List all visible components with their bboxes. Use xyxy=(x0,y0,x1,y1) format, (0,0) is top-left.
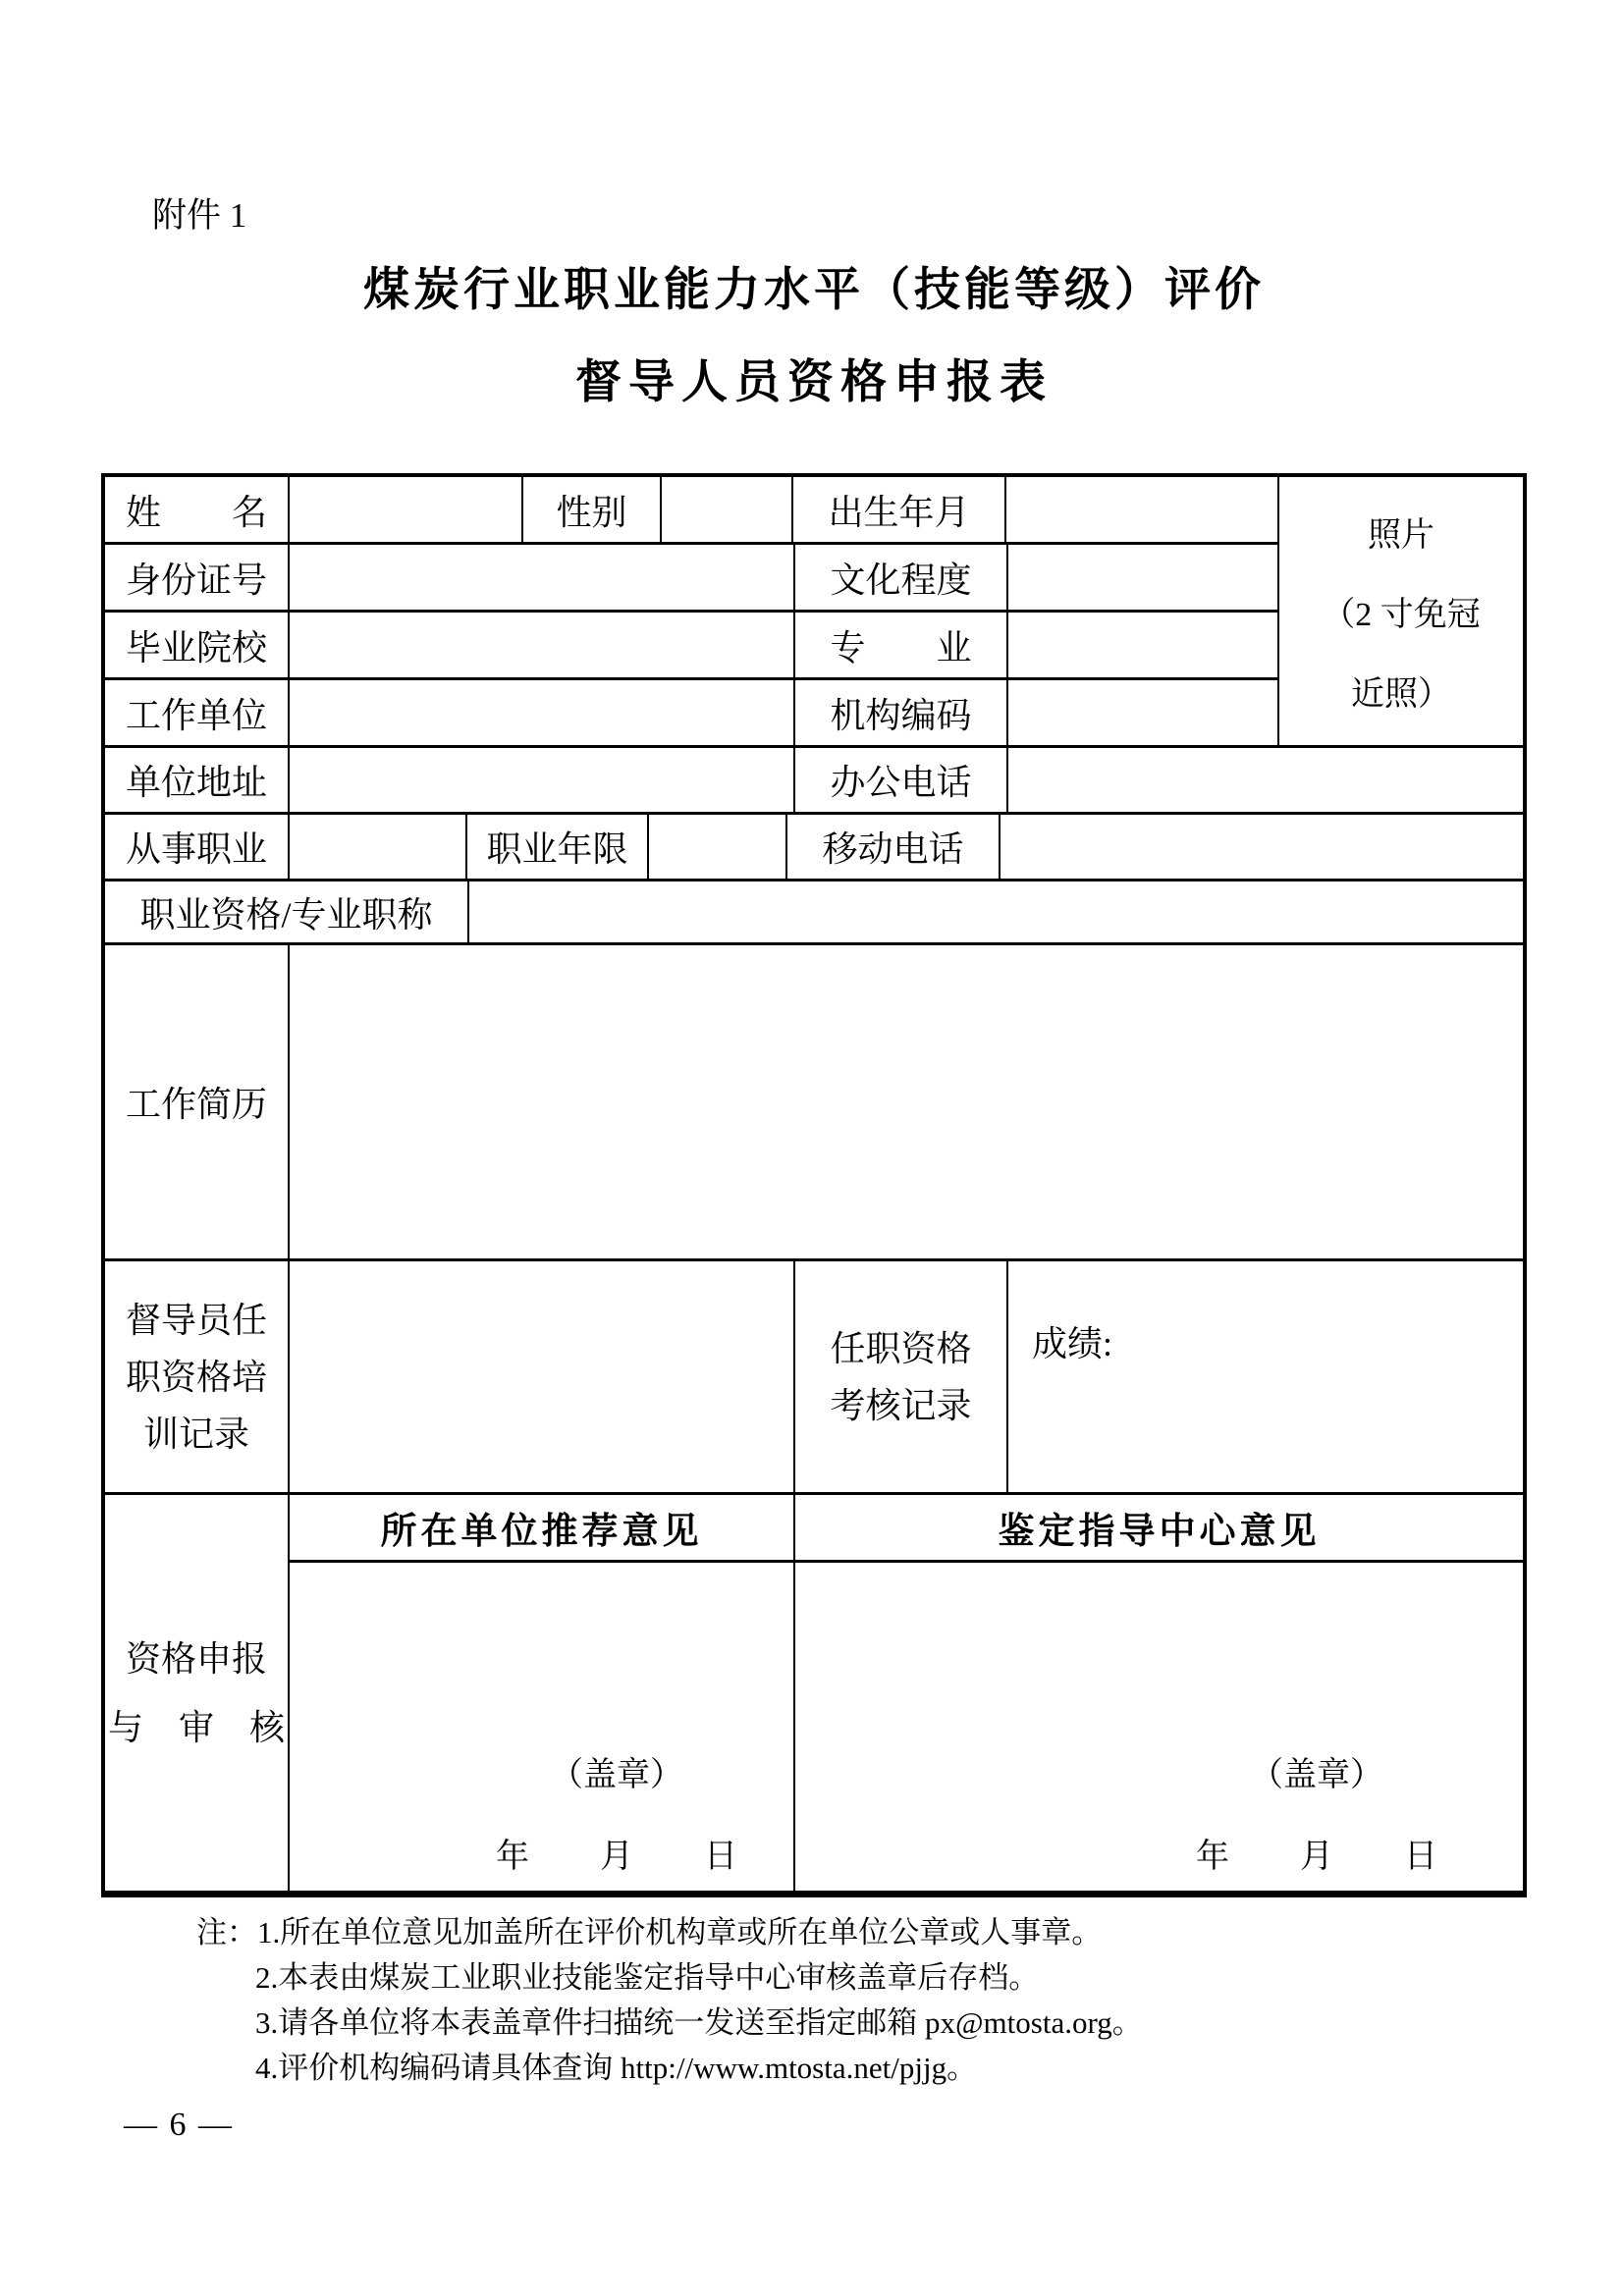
major-value-cell xyxy=(1008,613,1277,677)
center-date-line xyxy=(1169,1829,1464,1877)
unit-opinion-header: 所在单位推荐意见 xyxy=(290,1495,795,1560)
org-code-label: 机构编码 xyxy=(795,680,1008,745)
form-notes xyxy=(196,1910,1424,2091)
employer-label: 工作单位 xyxy=(105,680,290,745)
note-line-1 xyxy=(196,1910,1424,1955)
center-date-year: 年 xyxy=(1196,1839,1229,1875)
gender-value-cell xyxy=(662,477,793,542)
opinion-header-row xyxy=(290,1495,1523,1563)
note-prefix: 注： xyxy=(196,1915,257,1949)
application-form-table xyxy=(101,473,1527,1897)
row-training-record xyxy=(105,1261,1523,1495)
row-employer xyxy=(105,680,1277,745)
unit-stamp-label: （盖章） xyxy=(550,1757,683,1793)
occupation-label: 从事职业 xyxy=(105,815,290,879)
training-label-line1: 督导员任 xyxy=(125,1300,267,1340)
employer-value-cell xyxy=(290,680,795,745)
score-label: 成绩: xyxy=(1032,1324,1113,1363)
form-top-section xyxy=(105,477,1523,748)
row-occupation xyxy=(105,815,1523,881)
birth-label: 出生年月 xyxy=(793,477,1006,542)
photo-label-line3: 近照） xyxy=(1351,676,1451,713)
org-code-value-cell xyxy=(1008,680,1277,745)
unit-date-line xyxy=(489,1829,744,1877)
form-title-line1: 煤炭行业职业能力水平（技能等级）评价 xyxy=(363,263,1265,315)
assessment-label-line2: 考核记录 xyxy=(830,1385,972,1425)
note-text-1: 1.所在单位意见加盖所在评价机构章或所在单位公章或人事章。 xyxy=(257,1915,1103,1949)
address-label: 单位地址 xyxy=(105,748,290,812)
qualification-label: 职业资格/专业职称 xyxy=(105,881,469,942)
mobile-value-cell xyxy=(1001,815,1523,879)
mobile-label: 移动电话 xyxy=(787,815,1001,879)
review-right-area xyxy=(290,1495,1523,1891)
note-line-4: 4.评价机构编码请具体查询 http://www.mtosta.net/pjjg。 xyxy=(255,2051,978,2085)
row-address xyxy=(105,748,1523,815)
education-label: 文化程度 xyxy=(795,545,1008,610)
occupation-value-cell xyxy=(290,815,467,879)
education-value-cell xyxy=(1008,545,1277,610)
row-id-number xyxy=(105,545,1277,613)
attachment-label: 附件 1 xyxy=(152,196,247,235)
review-label xyxy=(105,1495,290,1891)
resume-value-cell xyxy=(290,945,1523,1258)
row-school xyxy=(105,613,1277,680)
row-qualification xyxy=(105,881,1523,945)
school-value-cell xyxy=(290,613,795,677)
page-number: — 6 — xyxy=(124,2107,234,2143)
office-phone-label: 办公电话 xyxy=(795,748,1008,812)
note-line-3: 3.请各单位将本表盖章件扫描统一发送至指定邮箱 px@mtosta.org。 xyxy=(255,2005,1143,2040)
unit-date-month: 月 xyxy=(600,1839,633,1875)
years-value-cell xyxy=(649,815,787,879)
review-label-line2: 与 审 核 xyxy=(107,1707,285,1747)
row-name xyxy=(105,477,1277,545)
photo-label-line1: 照片 xyxy=(1368,517,1434,554)
id-label: 身份证号 xyxy=(105,545,290,610)
qualification-value-cell xyxy=(469,881,1523,942)
address-value-cell xyxy=(290,748,795,812)
training-label-line2: 职资格培 xyxy=(125,1357,267,1397)
training-record-label xyxy=(105,1261,290,1492)
gender-label: 性别 xyxy=(523,477,662,542)
training-label-line3: 训记录 xyxy=(142,1414,249,1454)
unit-stamp-block xyxy=(489,1747,744,1877)
score-cell xyxy=(1008,1261,1523,1492)
form-title-line2: 督导人员资格申报表 xyxy=(575,355,1053,407)
photo-placeholder-cell xyxy=(1277,477,1523,745)
row-review-section xyxy=(105,1495,1523,1891)
major-label: 专 业 xyxy=(795,613,1008,677)
unit-date-day: 日 xyxy=(704,1839,737,1875)
name-label: 姓 名 xyxy=(105,477,290,542)
id-value-cell xyxy=(290,545,795,610)
assessment-label-line1: 任职资格 xyxy=(830,1328,972,1368)
center-date-day: 日 xyxy=(1404,1839,1437,1875)
center-opinion-header: 鉴定指导中心意见 xyxy=(998,1511,1321,1551)
unit-date-year: 年 xyxy=(496,1839,529,1875)
note-line-2: 2.本表由煤炭工业职业技能鉴定指导中心审核盖章后存档。 xyxy=(255,1960,1040,1995)
school-label: 毕业院校 xyxy=(105,613,290,677)
center-stamp-block xyxy=(1169,1747,1464,1877)
name-value-cell xyxy=(290,477,523,542)
form-top-left-grid xyxy=(105,477,1277,745)
years-label: 职业年限 xyxy=(467,815,649,879)
unit-opinion-cell xyxy=(290,1563,795,1891)
opinion-body-row xyxy=(290,1563,1523,1891)
center-stamp-label: （盖章） xyxy=(1250,1757,1383,1793)
assessment-record-label xyxy=(795,1261,1008,1492)
photo-label-line2: （2 寸免冠 xyxy=(1322,597,1481,633)
center-opinion-cell xyxy=(795,1563,1523,1891)
office-phone-value-cell xyxy=(1008,748,1523,812)
row-resume xyxy=(105,945,1523,1261)
birth-value-cell xyxy=(1006,477,1277,542)
resume-label: 工作简历 xyxy=(105,945,290,1258)
training-record-value-cell xyxy=(290,1261,795,1492)
review-label-line1: 资格申报 xyxy=(125,1638,267,1679)
center-date-month: 月 xyxy=(1300,1839,1333,1875)
